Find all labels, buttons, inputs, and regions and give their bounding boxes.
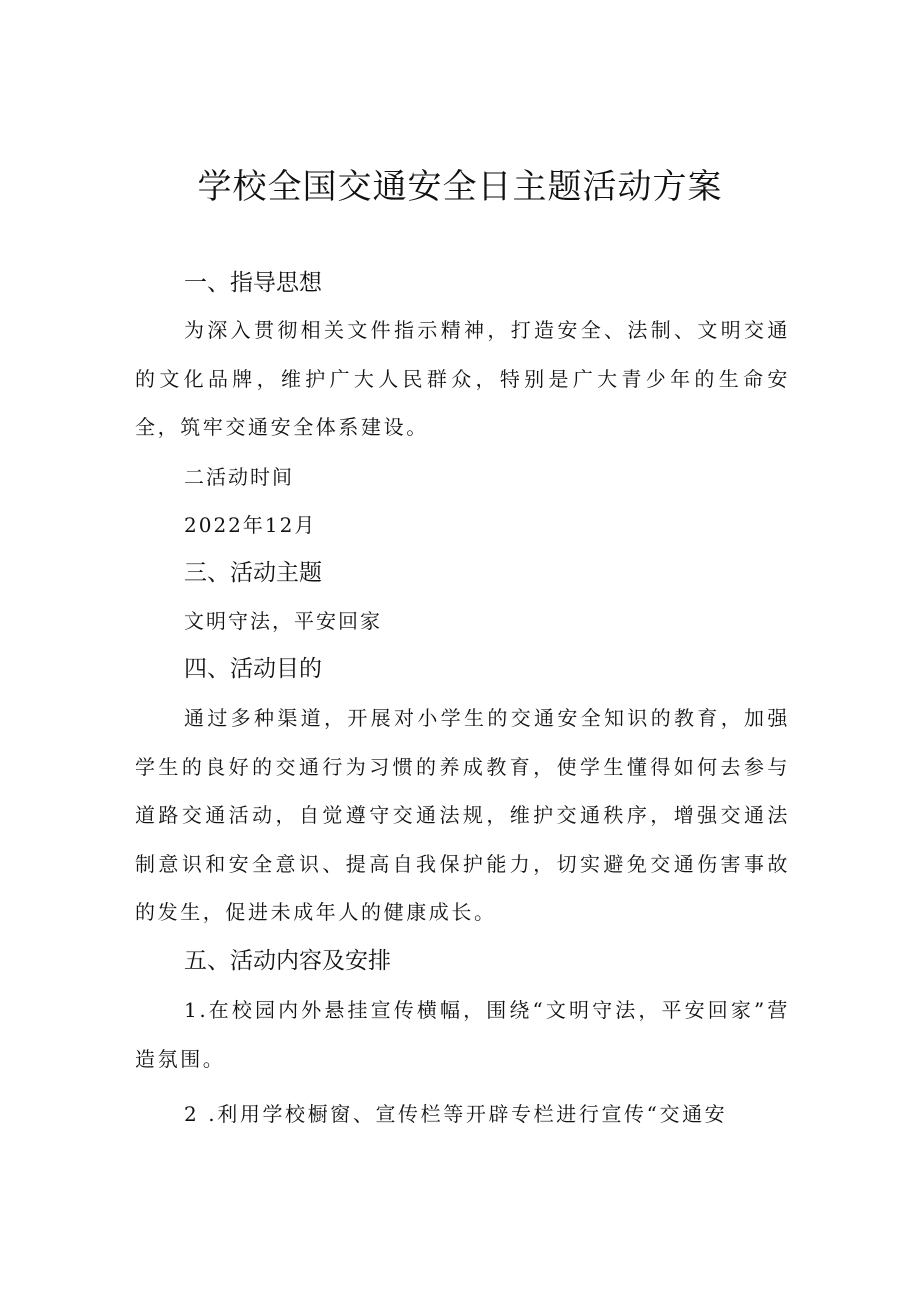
section-heading-guiding-ideology: 一、指导思想 bbox=[184, 270, 322, 296]
section-heading-activity-time: 二活动时间 bbox=[184, 465, 294, 489]
activity-content-item-1: 1.在校园内外悬挂宣传横幅，围绕“文明守法，平安回家”营造氛围。 bbox=[135, 998, 790, 1071]
activity-theme-value: 文明守法，平安回家 bbox=[184, 609, 382, 633]
section-paragraph-guiding-ideology: 为深入贯彻相关文件指示精神，打造安全、法制、文明交通的文化品牌，维护广大人民群众，特别是广大青少年的生命安全，筑牢交通安全体系建设。 bbox=[135, 318, 790, 439]
activity-time-value: 2022年12月 bbox=[184, 513, 317, 537]
section-heading-activity-purpose: 四、活动目的 bbox=[184, 656, 322, 682]
section-paragraph-activity-purpose: 通过多种渠道，开展对小学生的交通安全知识的教育，加强学生的良好的交通行为习惯的养成教育，使学生懂得如何去参与道路交通活动，自觉遵守交通法规，维护交通秩序，增强交通法制意识和安全意识、提高自我保护能力，切实避免交通伤害事故的发生，促进未成年人的健康成长。 bbox=[135, 706, 790, 924]
section-heading-activity-content: 五、活动内容及安排 bbox=[184, 948, 391, 974]
section-heading-activity-theme: 三、活动主题 bbox=[184, 560, 322, 586]
document-title: 学校全国交通安全日主题活动方案 bbox=[197, 167, 723, 207]
activity-content-item-2: 2 .利用学校橱窗、宣传栏等开辟专栏进行宣传“交通安 bbox=[184, 1102, 728, 1126]
